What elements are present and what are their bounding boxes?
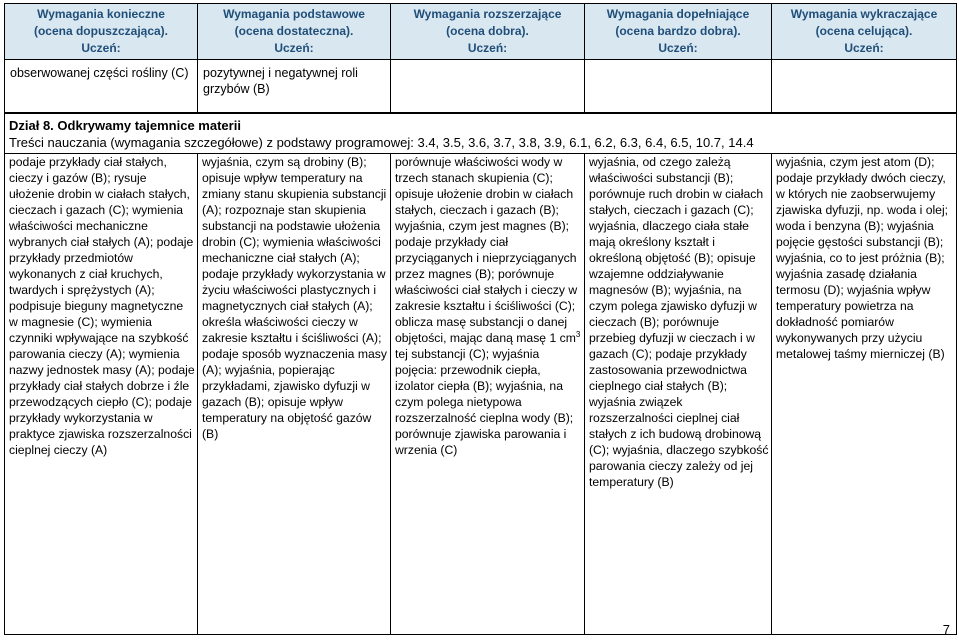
previous-content-row (5, 60, 957, 114)
prev-cell-rozszerzajace (391, 60, 585, 114)
cell-text-part2: tej substancji (C); wyjaśnia pojęcia: przewodnik ciepła, izolator ciepła (B); wyjaśnia, na czym polega nietypowa rozszerzalność cieplna wody (B); porównuje zjawiska parowania i wrzenia (C) (395, 347, 574, 457)
header-level: Wymagania rozszerzające (413, 7, 562, 21)
cell-dopelniajace: wyjaśnia, od czego zależą właściwości substancji (B); porównuje ruch drobin w ciałach stałych, cieczach i gazach (C); wyjaśnia, dlaczego ciała stałe mają określony kształt i określoną objętość (B); opisuje wzajemne oddziaływanie magnesów (B); wyjaśnia, na czym polega zjawisko dyfuzji w cieczach (B); porównuje przebieg dyfuzji w cieczach i w gazach (C); podaje przykłady zastosowania przewodnictwa cieplnego ciał stałych (B); wyjaśnia związek rozszerzalności cieplnej ciał stałych z ich budową drobinową (C); wyjaśnia, dlaczego szybkość parowania cieczy zależy od jej temperatury (B) (585, 154, 772, 635)
header-student: Uczeń: (844, 41, 884, 55)
prev-cell-dopelniajace (585, 60, 772, 114)
header-level: Wymagania dopełniające (606, 7, 750, 21)
header-student: Uczeń: (274, 41, 314, 55)
requirements-row (5, 154, 957, 635)
section-title: Dział 8. Odkrywamy tajemnice materii (9, 118, 241, 133)
section-subtitle: Treści nauczania (wymagania szczegółowe) z podstawy programowej: 3.4, 3.5, 3.6, 3.7, 3.8, 3.9, 6.1, 6.2, 6.3, 6.4, 6.5, 10.7, 14.4 (9, 135, 754, 150)
header-table (4, 3, 957, 114)
section-table (4, 112, 957, 635)
prev-cell-wykraczajace (772, 60, 957, 114)
header-level: Wymagania konieczne (37, 7, 165, 21)
header-grade: (ocena dopuszczająca). (33, 24, 169, 38)
prev-cell-podstawowe: pozytywnej i negatywnej roli grzybów (B) (198, 60, 391, 114)
cell-text-part1: porównuje właściwości wody w trzech stanach skupienia (C); opisuje ułożenie drobin w ciałach stałych, cieczach i gazach (B); wyjaśnia, czym jest magnes (B); podaje przykłady ciał przyciąganych i nieprzyciąganych przez magnes (B); porównuje właściwości ciał stałych i cieczy w zakresie kształtu i ściśliwości (C); oblicza masę substancji o danej objętości, mając daną masę 1 cm (395, 155, 578, 345)
header-grade: (ocena bardzo dobra). (615, 24, 741, 38)
cell-konieczne: podaje przykłady ciał stałych, cieczy i gazów (B); rysuje ułożenie drobin w ciałach stałych, cieczach i gazach (C); wymienia właściwości mechaniczne wybranych ciał stałych (A); podaje przykłady przedmiotów wykonanych z ciał kruchych, twardych i sprężystych (A); podpisuje bieguny magnetyczne w magnesie (C); wymienia czynniki wpływające na szybkość parowania cieczy (A); wymienia nazwy jednostek masy (A); podaje przykłady ciał stałych dobrze i źle przewodzących ciepło (C); podaje przykłady wykorzystania w praktyce zjawiska rozszerzalności cieplnej cieczy (A) (5, 154, 198, 635)
header-cell-dopelniajace (585, 4, 772, 60)
section-heading-row (5, 113, 957, 154)
header-cell-konieczne (5, 4, 198, 60)
header-student: Uczeń: (467, 41, 508, 55)
header-level: Wymagania podstawowe (223, 7, 365, 21)
header-level: Wymagania wykraczające (790, 7, 938, 21)
cell-rozszerzajace (391, 154, 585, 635)
section-heading (5, 113, 957, 154)
header-row (5, 4, 957, 60)
header-cell-podstawowe (198, 4, 391, 60)
header-cell-wykraczajace (772, 4, 957, 60)
cell-podstawowe: wyjaśnia, czym są drobiny (B); opisuje wpływ temperatury na zmiany stanu skupienia substancji (A); rozpoznaje stan skupienia substancji na podstawie ułożenia drobin (C); wymienia właściwości mechaniczne ciał stałych (A); podaje przykłady wykorzystania w życiu właściwości plastycznych i magnetycznych ciał stałych (A); określa właściwości cieczy w zakresie kształtu i ściśliwości (A); podaje sposób wyznaczenia masy (A); wyjaśnia, popierając przykładami, zjawisko dyfuzji w gazach (B); opisuje wpływ temperatury na objętość gazów (B) (198, 154, 391, 635)
header-student: Uczeń: (81, 41, 121, 55)
header-grade: (ocena dobra). (446, 24, 529, 38)
prev-cell-konieczne: obserwowanej części rośliny (C) (5, 60, 198, 114)
header-cell-rozszerzajace (391, 4, 585, 60)
header-grade: (ocena celująca). (815, 24, 913, 38)
superscript-cube: 3 (575, 329, 581, 339)
header-grade: (ocena dostateczna). (234, 24, 354, 38)
cell-wykraczajace: wyjaśnia, czym jest atom (D); podaje przykłady dwóch cieczy, w których nie zaobserwujemy zjawiska dyfuzji, np. woda i olej; woda i benzyna (B); wyjaśnia pojęcie gęstości substancji (B); wyjaśnia, co to jest próżnia (B); wyjaśnia zasadę działania termosu (D); wyjaśnia wpływ temperatury powietrza na dokładność pomiarów wykonywanych przy użyciu metalowej taśmy mierniczej (B) (772, 154, 957, 635)
header-student: Uczeń: (658, 41, 698, 55)
page-number: 7 (942, 622, 950, 637)
